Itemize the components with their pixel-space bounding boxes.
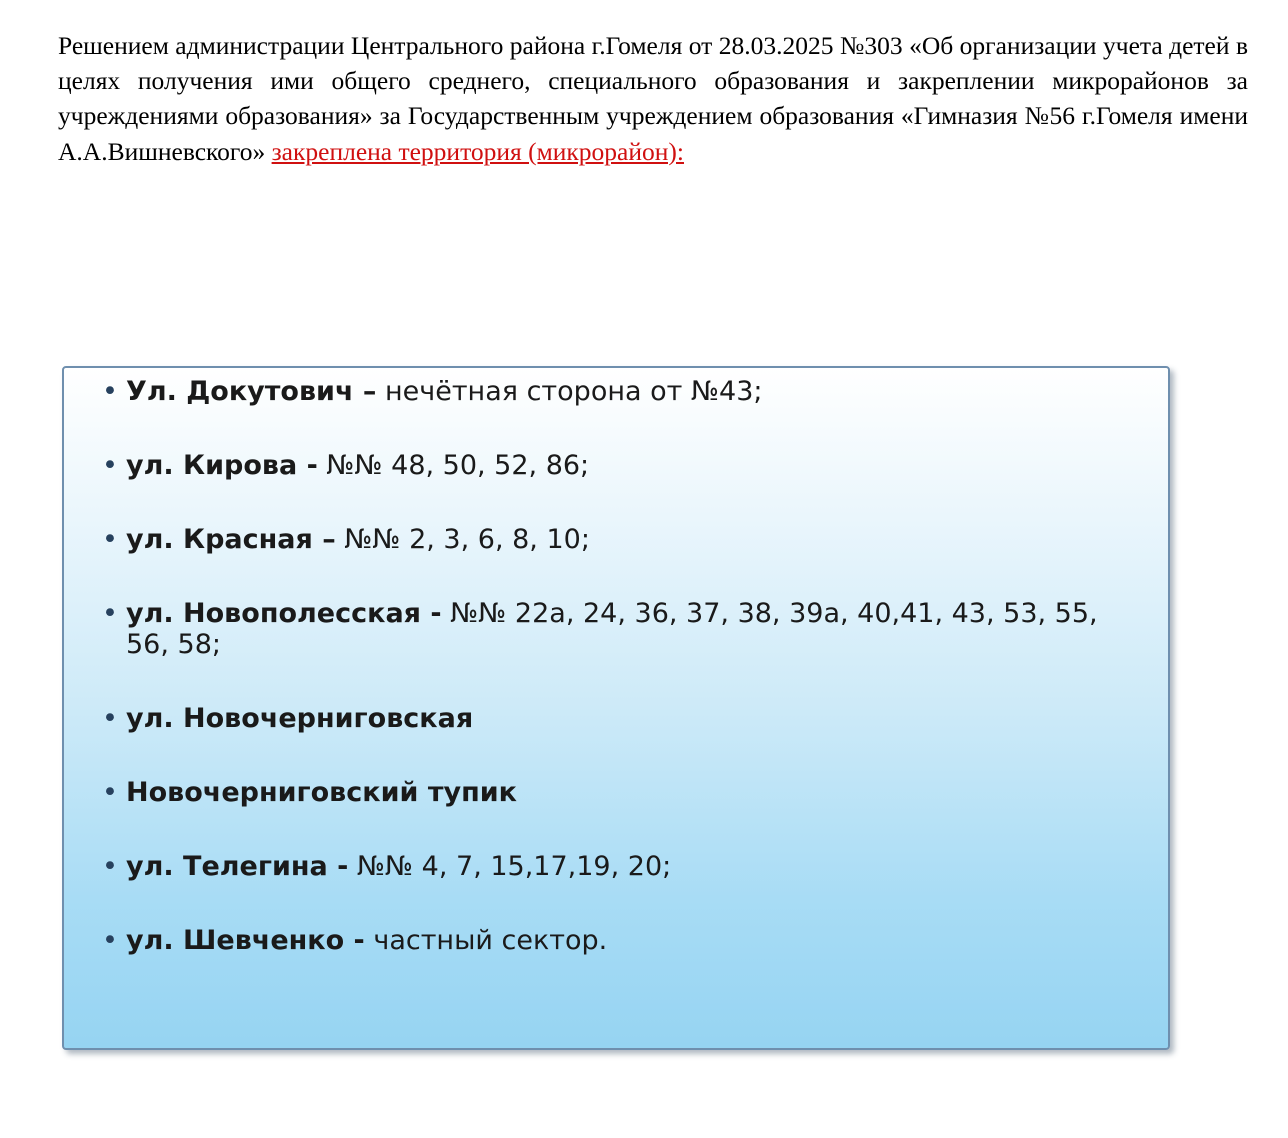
list-item bbox=[82, 524, 1148, 556]
street-detail: №№ 22а, 24, 36, 37, 38, 39а, 40,41, 43, 53, 55, 56, 58; bbox=[126, 597, 1098, 661]
street-list bbox=[82, 376, 1148, 957]
street-name: ул. Телегина - bbox=[126, 851, 349, 883]
street-name: ул. Кирова - bbox=[126, 449, 318, 481]
list-item bbox=[82, 376, 1148, 408]
list-item bbox=[82, 703, 1148, 735]
street-detail: №№ 4, 7, 15,17,19, 20; bbox=[348, 851, 672, 883]
list-item bbox=[82, 925, 1148, 957]
list-item bbox=[82, 598, 1148, 662]
list-item bbox=[82, 450, 1148, 482]
street-name: Ул. Докутович – bbox=[126, 376, 377, 407]
street-detail: №№ 48, 50, 52, 86; bbox=[317, 449, 590, 481]
street-name: ул. Новополесская - bbox=[126, 597, 442, 629]
list-item bbox=[82, 851, 1148, 883]
street-detail: нечётная сторона от №43; bbox=[376, 376, 763, 407]
street-name: ул. Новочерниговская bbox=[126, 703, 474, 735]
street-name: ул. Красная – bbox=[126, 523, 336, 555]
street-name: ул. Шевченко - bbox=[126, 924, 365, 956]
street-detail: частный сектор. bbox=[364, 924, 608, 956]
intro-paragraph bbox=[58, 28, 1248, 169]
street-list-panel bbox=[62, 366, 1170, 1050]
street-detail: №№ 2, 3, 6, 8, 10; bbox=[335, 523, 590, 555]
list-item bbox=[82, 777, 1148, 809]
intro-text: Решением администрации Центрального района г.Гомеля от 28.03.2025 №303 «Об организации учета детей в целях получения ими общего среднего, специального образования и закреплении микрорайонов за учреждениями образования» за Государственным учреждением образования «Гимназия №56 г.Гомеля имени А.А.Вишневского» bbox=[58, 31, 1248, 166]
intro-highlight: закреплена территория (микрорайон): bbox=[271, 136, 684, 166]
street-name: Новочерниговский тупик bbox=[126, 777, 517, 809]
